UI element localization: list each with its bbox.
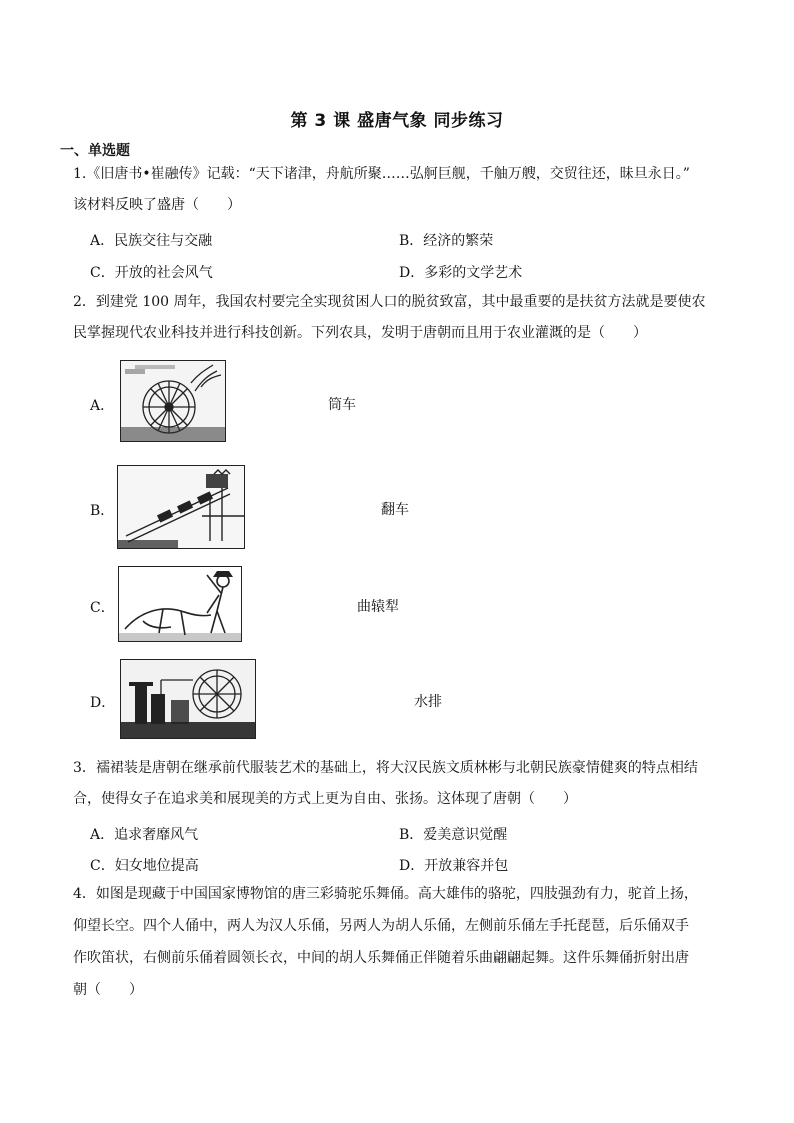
q2-option-c[interactable]: C． <box>90 600 115 616</box>
waterwheel-image <box>120 360 226 442</box>
q1-option-a[interactable]: A．民族交往与交融 <box>90 233 213 249</box>
water-bellows-image <box>120 659 256 739</box>
q2-line-2: 民掌握现代农业科技并进行科技创新。下列农具，发明于唐朝而且用于农业灌溉的是（ ） <box>73 325 647 341</box>
q3-line-1: 3．襦裙装是唐朝在继承前代服装艺术的基础上，将大汉民族文质林彬与北朝民族豪情健爽的特点相结 <box>73 760 698 776</box>
image-label-fanche: 翻车 <box>381 502 409 518</box>
q1-line-2: 该材料反映了盛唐（ ） <box>73 197 241 213</box>
chain-pump-image <box>117 465 245 549</box>
q1-option-b[interactable]: B．经济的繁荣 <box>399 233 494 249</box>
q1-option-d[interactable]: D．多彩的文学艺术 <box>399 265 523 281</box>
page-title: 第 3 课 盛唐气象 同步练习 <box>290 111 504 131</box>
q3-option-c[interactable]: C．妇女地位提高 <box>90 858 199 874</box>
q2-option-b[interactable]: B． <box>90 503 115 519</box>
image-label-tongche: 筒车 <box>328 397 356 413</box>
q4-line-1: 4．如图是现藏于中国国家博物馆的唐三彩骑驼乐舞俑。高大雄伟的骆驼，四肢强劲有力，驼首上扬， <box>73 886 698 902</box>
q3-option-a[interactable]: A．追求奢靡风气 <box>90 827 199 843</box>
section-heading: 一、单选题 <box>60 143 130 159</box>
q4-line-4: 朝（ ） <box>73 982 143 998</box>
image-label-shuipai: 水排 <box>414 694 442 710</box>
q3-line-2: 合，使得女子在追求美和展现美的方式上更为自由、张扬。这体现了唐朝（ ） <box>73 791 577 807</box>
q2-line-1: 2．到建党 100 周年，我国农村要完全实现贫困人口的脱贫致富，其中最重要的是扶贫方法就是要使农 <box>73 294 706 310</box>
curved-plough-image <box>118 566 242 642</box>
image-label-quyuanli: 曲辕犁 <box>357 599 399 615</box>
q2-option-a[interactable]: A． <box>90 398 115 414</box>
q1-option-c[interactable]: C．开放的社会风气 <box>90 265 213 281</box>
q4-line-3: 作吹笛状，右侧前乐俑着圆领长衣，中间的胡人乐舞俑正伴随着乐曲翩翩起舞。这件乐舞俑折射出唐 <box>73 950 689 966</box>
q3-option-d[interactable]: D．开放兼容并包 <box>399 858 509 874</box>
q4-line-2: 仰望长空。四个人俑中，两人为汉人乐俑，另两人为胡人乐俑，左侧前乐俑左手托琵琶，后乐俑双手 <box>73 918 689 934</box>
q3-option-b[interactable]: B．爱美意识觉醒 <box>399 827 508 843</box>
q2-option-d[interactable]: D． <box>90 695 116 711</box>
q1-line-1: 1.《旧唐书•崔融传》记载：“天下诸津，舟航所聚……弘舸巨舰，千舳万艘，交贸往还，昧旦永日。” <box>73 166 690 182</box>
